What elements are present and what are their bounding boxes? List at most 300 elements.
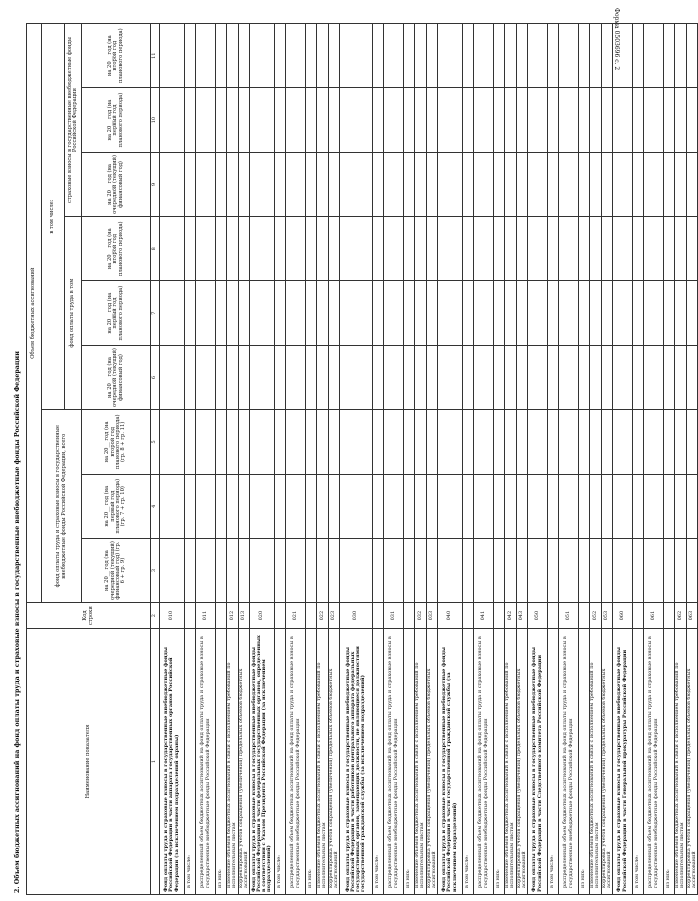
value-cell (664, 88, 675, 152)
value-cell (404, 281, 415, 345)
col-number: 1 (151, 628, 160, 894)
value-cell (160, 345, 185, 409)
value-cell (528, 88, 548, 152)
row-name: распределенный объем бюджетных ассигнований на фонд оплаты труда и страховые взносы в государственные внебюджетные фонды Российской Федерации (196, 628, 216, 894)
value-cell (275, 24, 286, 88)
value-cell (579, 474, 590, 538)
row-code (373, 603, 384, 629)
value-cell (306, 538, 317, 602)
value-cell (275, 345, 286, 409)
row-name: корректировка учетов сокращения (увеличения) предельных объемов бюджетных ассигнований (601, 628, 613, 894)
row-code: 020 (250, 603, 275, 629)
value-cell (250, 281, 275, 345)
header-ins-y3: на 20__ год (на второй год планового периода) (82, 24, 151, 88)
row-name: Фонд оплаты труда и страховые взносы в государственные внебюджетные фонды Российской Федерации в части аппарата государственных органов Российской Федерации (за исключением подразделений охраны) (160, 628, 185, 894)
value-cell (675, 281, 687, 345)
table-row (590, 24, 602, 895)
value-cell (438, 345, 463, 409)
value-cell (317, 474, 329, 538)
value-cell (559, 88, 579, 152)
value-cell (579, 88, 590, 152)
table-row (216, 24, 227, 895)
row-name: корректировка учетов сокращения (увеличения) предельных объемов бюджетных ассигнований (328, 628, 340, 894)
header-fot-y3: на 20__ год (на второй год планового периода) (82, 217, 151, 281)
row-name: изменение объемов бюджетных ассигнований в связи с исполнением требований по исполнительным листам (590, 628, 602, 894)
row-code: 012 (227, 603, 239, 629)
value-cell (404, 88, 415, 152)
value-cell (286, 410, 306, 474)
value-cell (664, 281, 675, 345)
value-cell (160, 538, 185, 602)
value-cell (613, 281, 633, 345)
value-cell (216, 474, 227, 538)
table-row (415, 24, 427, 895)
value-cell (675, 538, 687, 602)
value-cell (548, 345, 559, 409)
value-cell (373, 152, 384, 216)
row-code (579, 603, 590, 629)
header-name: Наименование показателя (27, 628, 151, 894)
value-cell (644, 217, 664, 281)
value-cell (185, 24, 196, 88)
value-cell (373, 281, 384, 345)
value-cell (384, 474, 404, 538)
row-name: Фонд оплаты труда и страховые взносы в государственные внебюджетные фонды Российской Федерации в части Следственного комитета Российской Федерации (528, 628, 548, 894)
value-cell (438, 24, 463, 88)
value-cell (196, 24, 216, 88)
table-row (196, 24, 216, 895)
value-cell (516, 345, 528, 409)
value-cell (317, 538, 329, 602)
value-cell (516, 410, 528, 474)
value-cell (216, 410, 227, 474)
value-cell (227, 88, 239, 152)
value-cell (675, 410, 687, 474)
value-cell (415, 345, 427, 409)
value-cell (686, 217, 698, 281)
value-cell (384, 345, 404, 409)
value-cell (373, 410, 384, 474)
row-code (185, 603, 196, 629)
row-code: 032 (415, 603, 427, 629)
col-number: 10 (151, 88, 160, 152)
value-cell (579, 152, 590, 216)
row-code: 023 (328, 603, 340, 629)
value-cell (633, 217, 644, 281)
value-cell (373, 217, 384, 281)
table-row (548, 24, 559, 895)
value-cell (328, 345, 340, 409)
value-cell (160, 410, 185, 474)
value-cell (185, 152, 196, 216)
value-cell (317, 281, 329, 345)
value-cell (196, 88, 216, 152)
value-cell (160, 281, 185, 345)
row-code: 050 (528, 603, 548, 629)
value-cell (196, 474, 216, 538)
value-cell (438, 538, 463, 602)
value-cell (196, 410, 216, 474)
row-name: корректировка учетов сокращения (увеличения) предельных объемов бюджетных ассигнований (426, 628, 438, 894)
value-cell (317, 24, 329, 88)
value-cell (275, 281, 286, 345)
value-cell (373, 345, 384, 409)
table-row (664, 24, 675, 895)
value-cell (494, 24, 505, 88)
table-row (275, 24, 286, 895)
value-cell (216, 88, 227, 152)
row-code: 062 (675, 603, 687, 629)
row-name: из них: (494, 628, 505, 894)
value-cell (559, 345, 579, 409)
value-cell (516, 88, 528, 152)
value-cell (548, 281, 559, 345)
table-row (250, 24, 275, 895)
value-cell (328, 24, 340, 88)
value-cell (328, 281, 340, 345)
value-cell (404, 345, 415, 409)
header-total-y3: на 20__ год (на второй год планового периода) (гр. 8 + гр. 11) (82, 410, 151, 474)
value-cell (494, 474, 505, 538)
table-row (306, 24, 317, 895)
value-cell (590, 474, 602, 538)
value-cell (238, 345, 250, 409)
value-cell (404, 152, 415, 216)
value-cell (415, 538, 427, 602)
value-cell (686, 538, 698, 602)
value-cell (227, 345, 239, 409)
value-cell (415, 281, 427, 345)
value-cell (664, 24, 675, 88)
value-cell (505, 88, 517, 152)
value-cell (250, 217, 275, 281)
value-cell (373, 538, 384, 602)
value-cell (340, 474, 373, 538)
value-cell (548, 152, 559, 216)
value-cell (675, 345, 687, 409)
value-cell (664, 538, 675, 602)
value-cell (590, 281, 602, 345)
value-cell (664, 345, 675, 409)
value-cell (415, 474, 427, 538)
table-row (238, 24, 250, 895)
value-cell (426, 88, 438, 152)
row-code: 051 (559, 603, 579, 629)
value-cell (463, 345, 474, 409)
value-cell (579, 24, 590, 88)
value-cell (216, 217, 227, 281)
value-cell (160, 24, 185, 88)
table-row (227, 24, 239, 895)
col-number: 3 (151, 538, 160, 602)
col-number: 7 (151, 281, 160, 345)
value-cell (601, 345, 613, 409)
value-cell (238, 474, 250, 538)
value-cell (528, 152, 548, 216)
value-cell (384, 410, 404, 474)
value-cell (633, 345, 644, 409)
value-cell (494, 410, 505, 474)
row-name: распределенный объем бюджетных ассигнований на фонд оплаты труда и страховые взносы в государственные внебюджетные фонды Российской Федерации (384, 628, 404, 894)
value-cell (340, 88, 373, 152)
row-name: в том числе: (463, 628, 474, 894)
value-cell (463, 88, 474, 152)
value-cell (686, 474, 698, 538)
value-cell (196, 538, 216, 602)
value-cell (438, 88, 463, 152)
value-cell (426, 410, 438, 474)
value-cell (633, 88, 644, 152)
value-cell (426, 152, 438, 216)
value-cell (216, 281, 227, 345)
value-cell (579, 538, 590, 602)
column-numbers-row (151, 24, 160, 895)
value-cell (438, 281, 463, 345)
value-cell (559, 538, 579, 602)
row-code (494, 603, 505, 629)
value-cell (227, 152, 239, 216)
value-cell (340, 410, 373, 474)
value-cell (306, 474, 317, 538)
value-cell (474, 281, 494, 345)
row-code: 060 (613, 603, 633, 629)
value-cell (275, 217, 286, 281)
value-cell (317, 410, 329, 474)
value-cell (438, 474, 463, 538)
value-cell (548, 474, 559, 538)
value-cell (633, 474, 644, 538)
value-cell (286, 474, 306, 538)
row-name: Фонд оплаты труда и страховые взносы в государственные внебюджетные фонды Российской Федерации в части Генеральной прокуратуры Российской Федерации (613, 628, 633, 894)
value-cell (686, 88, 698, 152)
table-row (644, 24, 664, 895)
value-cell (328, 152, 340, 216)
value-cell (463, 474, 474, 538)
value-cell (250, 88, 275, 152)
value-cell (306, 345, 317, 409)
value-cell (548, 410, 559, 474)
value-cell (505, 152, 517, 216)
value-cell (286, 345, 306, 409)
table-row (185, 24, 196, 895)
table-row (474, 24, 494, 895)
row-name: из них: (664, 628, 675, 894)
value-cell (516, 217, 528, 281)
value-cell (613, 152, 633, 216)
value-cell (250, 410, 275, 474)
value-cell (494, 345, 505, 409)
row-name: в том числе: (548, 628, 559, 894)
value-cell (559, 474, 579, 538)
value-cell (516, 538, 528, 602)
value-cell (404, 24, 415, 88)
value-cell (238, 410, 250, 474)
row-code (216, 603, 227, 629)
row-name: Фонд оплаты труда и страховые взносы в государственные внебюджетные фонды Российской Федерации в части работников центрального аппарата федеральных государственных органов, замещающих должности, не являющиеся должностями государственной гражданской службы (за исключением подразделений) (340, 628, 373, 894)
value-cell (590, 538, 602, 602)
value-cell (505, 410, 517, 474)
value-cell (516, 152, 528, 216)
value-cell (275, 410, 286, 474)
value-cell (505, 217, 517, 281)
value-cell (601, 24, 613, 88)
value-cell (633, 410, 644, 474)
value-cell (613, 24, 633, 88)
header-fot-y2: на 20__ год (на первый год планового периода) (82, 281, 151, 345)
value-cell (227, 410, 239, 474)
value-cell (438, 217, 463, 281)
value-cell (613, 217, 633, 281)
value-cell (644, 410, 664, 474)
value-cell (227, 217, 239, 281)
col-number: 2 (151, 603, 160, 629)
row-name: распределенный объем бюджетных ассигнований на фонд оплаты труда и страховые взносы в государственные внебюджетные фонды Российской Федерации (474, 628, 494, 894)
value-cell (601, 474, 613, 538)
value-cell (160, 217, 185, 281)
value-cell (528, 474, 548, 538)
value-cell (633, 152, 644, 216)
value-cell (579, 217, 590, 281)
value-cell (426, 281, 438, 345)
value-cell (548, 217, 559, 281)
value-cell (601, 152, 613, 216)
budget-table (26, 23, 698, 895)
row-code: 022 (317, 603, 329, 629)
value-cell (216, 345, 227, 409)
value-cell (559, 281, 579, 345)
value-cell (494, 217, 505, 281)
row-name: в том числе: (275, 628, 286, 894)
value-cell (474, 217, 494, 281)
value-cell (238, 88, 250, 152)
header-ins-y2: на 20__ год (на первый год планового периода) (82, 88, 151, 152)
table-row (373, 24, 384, 895)
value-cell (185, 474, 196, 538)
value-cell (528, 281, 548, 345)
value-cell (404, 217, 415, 281)
row-code (463, 603, 474, 629)
value-cell (633, 24, 644, 88)
value-cell (238, 217, 250, 281)
value-cell (686, 24, 698, 88)
value-cell (384, 538, 404, 602)
value-cell (664, 217, 675, 281)
value-cell (426, 217, 438, 281)
row-code: 041 (474, 603, 494, 629)
value-cell (426, 538, 438, 602)
row-code: 030 (340, 603, 373, 629)
value-cell (404, 538, 415, 602)
value-cell (505, 538, 517, 602)
table-row (686, 24, 698, 895)
value-cell (415, 410, 427, 474)
value-cell (590, 217, 602, 281)
value-cell (559, 24, 579, 88)
row-name: изменение объемов бюджетных ассигнований в связи с исполнением требований по исполнительным листам (415, 628, 427, 894)
value-cell (559, 217, 579, 281)
row-code: 043 (516, 603, 528, 629)
table-row (404, 24, 415, 895)
header-incl: в том числе: (42, 24, 65, 410)
value-cell (474, 538, 494, 602)
value-cell (340, 24, 373, 88)
table-row (675, 24, 687, 895)
row-name: изменение объемов бюджетных ассигнований в связи с исполнением требований по исполнительным листам (227, 628, 239, 894)
value-cell (686, 281, 698, 345)
row-code: 053 (601, 603, 613, 629)
value-cell (328, 217, 340, 281)
value-cell (613, 410, 633, 474)
row-name: Фонд оплаты труда и страховые взносы в государственные внебюджетные фонды Российской Федерации в части федеральных государственных органов, определенных в соответствии с Указом Президента Российской Федерации (за исключением подразделений) (250, 628, 275, 894)
value-cell (317, 345, 329, 409)
header-fot-y1: на 20__ год (на очередной (текущий) финансовый год) (82, 345, 151, 409)
value-cell (505, 345, 517, 409)
value-cell (275, 474, 286, 538)
value-cell (494, 152, 505, 216)
row-name: из них: (306, 628, 317, 894)
value-cell (328, 410, 340, 474)
row-name: распределенный объем бюджетных ассигнований на фонд оплаты труда и страховые взносы в государственные внебюджетные фонды Российской Федерации (286, 628, 306, 894)
table-row (633, 24, 644, 895)
value-cell (238, 24, 250, 88)
value-cell (317, 217, 329, 281)
col-number: 4 (151, 474, 160, 538)
value-cell (238, 152, 250, 216)
row-code (664, 603, 675, 629)
table-row (384, 24, 404, 895)
value-cell (286, 24, 306, 88)
row-code: 010 (160, 603, 185, 629)
value-cell (579, 345, 590, 409)
value-cell (590, 24, 602, 88)
value-cell (275, 538, 286, 602)
value-cell (250, 538, 275, 602)
value-cell (185, 88, 196, 152)
value-cell (286, 152, 306, 216)
table-row (559, 24, 579, 895)
value-cell (686, 152, 698, 216)
row-code: 042 (505, 603, 517, 629)
value-cell (613, 538, 633, 602)
col-number: 5 (151, 410, 160, 474)
value-cell (590, 152, 602, 216)
value-cell (426, 24, 438, 88)
table-row (505, 24, 517, 895)
value-cell (196, 281, 216, 345)
value-cell (216, 152, 227, 216)
value-cell (686, 345, 698, 409)
row-name: Фонд оплаты труда и страховые взносы в государственные внебюджетные фонды Российской Федерации в части государственной гражданской службы (за исключением подразделений) (438, 628, 463, 894)
value-cell (306, 24, 317, 88)
value-cell (675, 217, 687, 281)
value-cell (463, 217, 474, 281)
value-cell (185, 345, 196, 409)
value-cell (306, 410, 317, 474)
value-cell (426, 345, 438, 409)
row-code (633, 603, 644, 629)
value-cell (601, 281, 613, 345)
table-row (601, 24, 613, 895)
value-cell (613, 474, 633, 538)
value-cell (438, 410, 463, 474)
value-cell (601, 217, 613, 281)
value-cell (463, 24, 474, 88)
value-cell (613, 345, 633, 409)
value-cell (340, 281, 373, 345)
header-code: Код строки (27, 603, 151, 629)
table-row (579, 24, 590, 895)
value-cell (196, 217, 216, 281)
